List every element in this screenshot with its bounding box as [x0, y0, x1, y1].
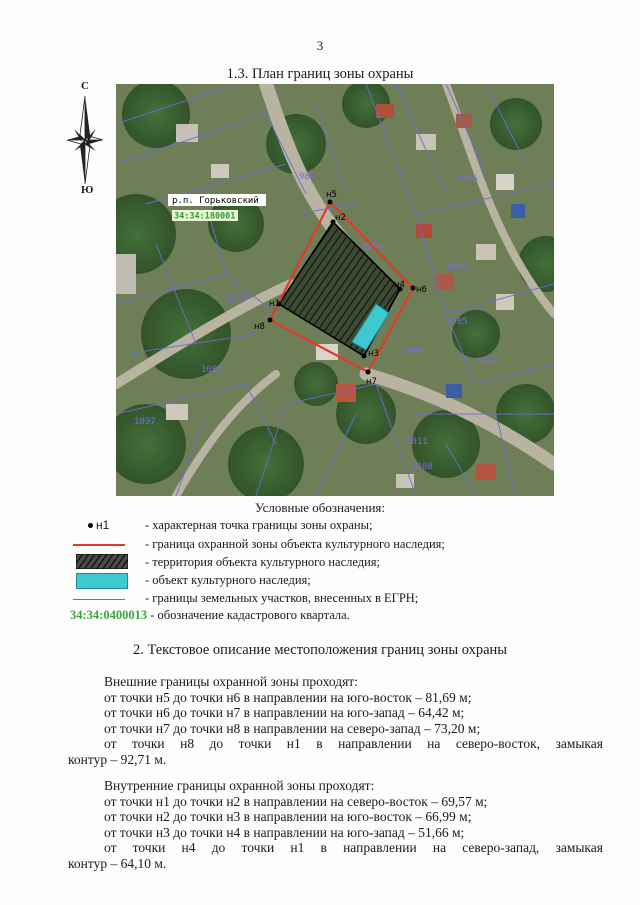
- legend-parcel-symbol: [70, 593, 130, 609]
- legend-item-parcels: - границы земельных участков, внесенных в ЕГРН;: [145, 591, 419, 605]
- legend-item-point: - характерная точка границы зоны охраны;: [145, 518, 373, 532]
- inner-boundaries-paragraph: [68, 778, 603, 871]
- outer-boundaries-paragraph: [68, 674, 603, 767]
- parcel-label: 1909: [401, 347, 423, 357]
- map-title: 1.3. План границ зоны охраны: [226, 66, 414, 82]
- blue-line-icon: [73, 599, 125, 600]
- legend-territory-symbol: [70, 554, 130, 570]
- legend-object-symbol: [70, 573, 130, 589]
- parcel-label: 1908: [446, 262, 468, 272]
- point-label: н1: [269, 299, 280, 309]
- legend-item-boundary: - граница охранной зоны объекта культурного наследия;: [145, 537, 445, 551]
- section2-title: 2. Текстовое описание местоположения границ зоны охраны: [132, 642, 508, 658]
- inner-line: контур – 64,10 м.: [68, 855, 167, 871]
- satellite-map: [116, 84, 554, 496]
- parcel-label: 1906: [456, 175, 478, 185]
- legend-point-label: н1: [96, 518, 110, 532]
- legend-point-symbol: [70, 520, 130, 536]
- settlement-label: р.п. Горьковский: [172, 196, 259, 206]
- legend-item-cadastral: - обозначение кадастрового квартала.: [150, 608, 350, 622]
- outer-line: от точки н6 до точки н7 в направлении на юго-запад – 64,42 м;: [104, 705, 465, 720]
- hatch-swatch-icon: [76, 554, 128, 569]
- legend-cadastral-row: [70, 608, 350, 623]
- parcel-label: 1904: [361, 242, 383, 252]
- parcel-label: 1082: [201, 365, 223, 375]
- legend-boundary-symbol: [70, 538, 130, 554]
- outer-line: контур – 92,71 м.: [68, 751, 167, 767]
- point-label: н5: [326, 190, 337, 200]
- inner-line: от точки н2 до точки н3 в направлении на юго-восток – 66,99 м;: [104, 809, 472, 824]
- inner-line: от точки н4 до точки н1 в направлении на северо-запад, замыкая: [104, 840, 603, 855]
- parcel-label: 1902: [476, 357, 498, 367]
- parcel-label: 1011: [406, 437, 428, 447]
- point-label: н3: [368, 349, 379, 359]
- red-line-icon: [73, 544, 125, 546]
- page-number: 3: [316, 38, 324, 53]
- legend-cadastral-code: 34:34:0400013: [70, 608, 148, 622]
- outer-line: от точки н7 до точки н8 в направлении на северо-запад – 73,20 м;: [104, 720, 481, 736]
- cadastral-quarter-label: 34:34:180001: [174, 211, 236, 222]
- point-label: н8: [254, 322, 265, 332]
- outer-line: от точки н5 до точки н6 в направлении на юго-восток – 81,69 м;: [104, 689, 472, 705]
- compass-star-icon: [66, 80, 106, 200]
- outer-line: от точки н8 до точки н1 в направлении на северо-восток, замыкая: [104, 736, 603, 751]
- outer-heading: Внешние границы охранной зоны проходят:: [104, 674, 358, 689]
- legend-item-object: - объект культурного наследия;: [145, 573, 311, 587]
- parcel-label: 1897: [134, 417, 156, 427]
- inner-heading: Внутренние границы охранной зоны проходят:: [104, 778, 375, 793]
- point-label: н4: [394, 280, 405, 290]
- point-dot-icon: [88, 523, 93, 528]
- compass-rose: [66, 80, 106, 200]
- point-label: н2: [335, 213, 346, 223]
- compass-south-label: Ю: [81, 184, 94, 196]
- point-label: н6: [416, 285, 427, 295]
- compass-north-label: С: [81, 80, 89, 92]
- parcel-label: 1905: [446, 317, 468, 327]
- legend-title: Условные обозначения:: [254, 500, 386, 515]
- parcel-label: 1073: [226, 294, 248, 304]
- inner-line: от точки н1 до точки н2 в направлении на северо-восток – 69,57 м;: [104, 793, 488, 809]
- parcel-label: 985: [299, 172, 316, 182]
- cyan-swatch-icon: [76, 573, 128, 589]
- inner-line: от точки н3 до точки н4 в направлении на юго-запад – 51,66 м;: [104, 824, 465, 840]
- parcel-label: 1088: [411, 462, 433, 472]
- legend-item-territory: - территория объекта культурного наследия;: [145, 555, 381, 569]
- point-label: н7: [366, 377, 377, 387]
